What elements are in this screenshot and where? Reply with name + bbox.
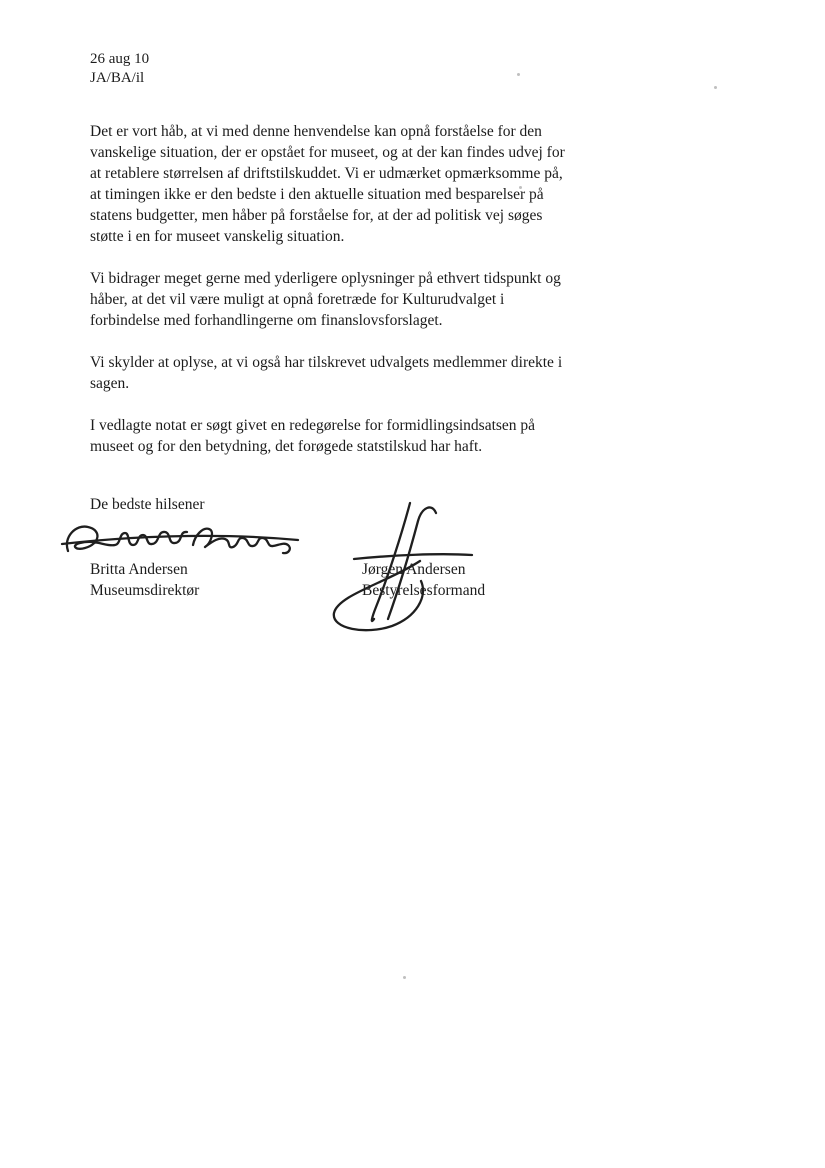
signer-block-britta <box>90 559 199 601</box>
paragraph-4: I vedlagte notat er søgt givet en redegørelse for formidlingsindsatsen på museet og for den betydning, det forøgede statstilskud har haft. <box>90 417 536 455</box>
signature-area <box>90 515 572 685</box>
scan-speck <box>403 976 406 979</box>
reference-line: JA/BA/il <box>90 70 145 86</box>
paragraph-3: Vi skylder at oplyse, at vi også har tilskrevet udvalgets medlemmer direkte i sagen. <box>90 354 563 392</box>
letter-header <box>90 50 572 88</box>
paragraph-2: Vi bidrager meget gerne med yderligere oplysninger på ethvert tidspunkt og håber, at det vil være muligt at opnå foretræde for Kulturudvalget i forbindelse med forhandlingerne om finanslovsforslaget. <box>90 270 561 329</box>
signer-name: Jørgen Andersen <box>362 561 466 578</box>
signer-block-jorgen <box>362 559 485 601</box>
letter-body <box>90 50 572 685</box>
scan-speck <box>714 86 717 89</box>
date-line: 26 aug 10 <box>90 51 150 67</box>
signer-title: Museumsdirektør <box>90 582 200 599</box>
signer-name: Britta Andersen <box>90 561 188 578</box>
signer-title: Bestyrelsesformand <box>362 582 486 599</box>
closing-line: De bedste hilsener <box>90 496 205 513</box>
paragraph-1: Det er vort håb, at vi med denne henvendelse kan opnå forståelse for den vanskelige situation, der er opstået for museet, og at der kan findes udvej for at retablere størrelsen af driftstilskuddet. Vi er udmærket opmærksomme på, at timingen ikke er den bedste i den aktuelle situation med besparelser på statens budgetter, men håber på forståelse for, at der ad politisk vej søges støtte i en for museet vanskelig situation. <box>90 123 565 245</box>
